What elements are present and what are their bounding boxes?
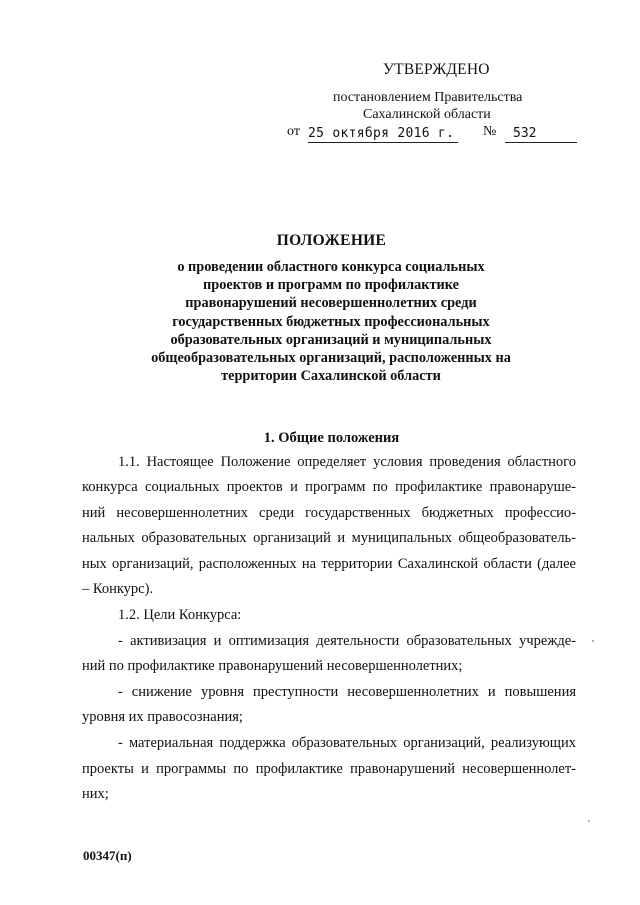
subtitle-line: государственных бюджетных профессиональных: [172, 313, 490, 330]
region-line: Сахалинской области: [363, 107, 491, 122]
decree-date-row: [287, 124, 587, 146]
body-line: - материальная поддержка образовательных организаций, реализующих: [118, 735, 576, 751]
body-line: - снижение уровня преступности несовершеннолетних и повышения: [118, 684, 576, 700]
body-line: уровня их правосознания;: [82, 709, 243, 725]
decree-line: постановлением Правительства: [333, 90, 523, 105]
body-line: ний несовершеннолетних среди государственных бюджетных профессио-: [82, 505, 576, 521]
number-label: №: [483, 124, 497, 139]
subtitle-line: территории Сахалинской области: [221, 368, 441, 385]
body-line: 1.2. Цели Конкурса:: [118, 607, 242, 623]
body-line: ных организаций, расположенных на территории Сахалинской области (далее: [82, 556, 576, 572]
body-line: – Конкурс).: [82, 581, 154, 597]
body-line: них;: [82, 786, 109, 802]
document-subtitle: [120, 258, 542, 385]
subtitle-line: проектов и программ по профилактике: [203, 277, 459, 294]
footer-document-code: 00347(п): [83, 848, 132, 863]
body-line: ний по профилактике правонарушений несовершеннолетних;: [82, 658, 463, 674]
body-line: - активизация и оптимизация деятельности образовательных учрежде-: [118, 633, 576, 649]
body-line: 1.1. Настоящее Положение определяет условия проведения областного: [118, 454, 576, 470]
decree-date: 25 октября 2016 г.: [308, 126, 458, 143]
subtitle-line: образовательных организаций и муниципальных: [170, 331, 492, 348]
scan-speck: [592, 640, 594, 642]
document-title: ПОЛОЖЕНИЕ: [276, 232, 387, 249]
section-heading: 1. Общие положения: [263, 430, 400, 446]
decree-number: 532: [505, 126, 577, 143]
subtitle-line: правонарушений несовершеннолетних среди: [185, 295, 477, 312]
body-line: нальных образовательных организаций и муниципальных общеобразователь-: [82, 530, 576, 546]
subtitle-line: о проведении областного конкурса социальных: [177, 259, 485, 275]
body-line: проекты и программы по профилактике правонарушений несовершеннолет-: [82, 761, 576, 777]
subtitle-line: общеобразовательных организаций, расположенных на: [151, 350, 511, 367]
approved-stamp-title: УТВЕРЖДЕНО: [383, 61, 490, 78]
scan-speck: [588, 820, 590, 822]
body-line: конкурса социальных проектов и программ по профилактике правонаруше-: [82, 479, 576, 495]
date-prefix: от: [287, 124, 300, 139]
